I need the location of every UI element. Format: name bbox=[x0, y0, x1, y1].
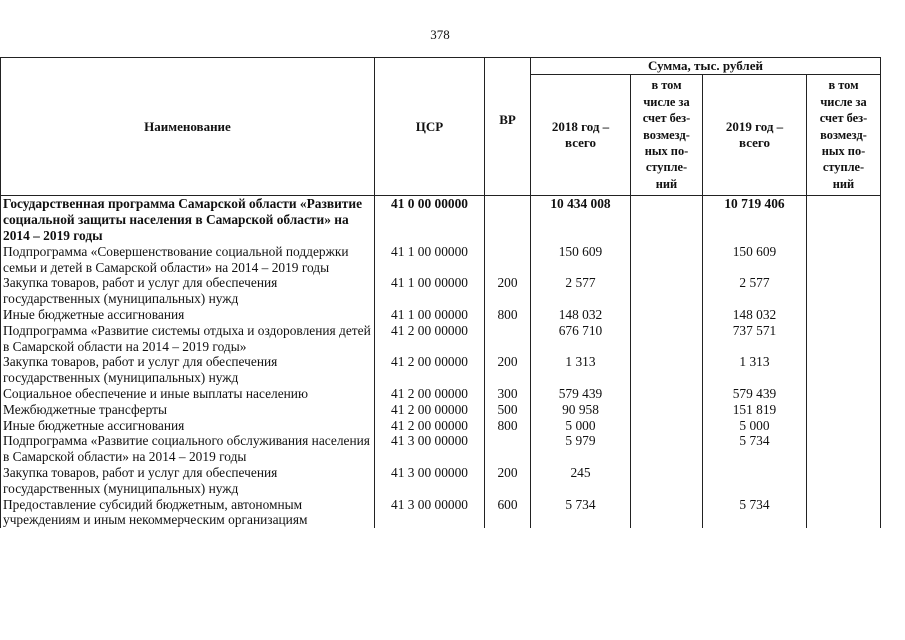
row-2018-total: 148 032 bbox=[531, 307, 631, 323]
row-csr: 41 3 00 00000 bbox=[375, 465, 485, 497]
header-2019-free: в том числе за счет без- возмезд- ных по- ступле- ний bbox=[807, 75, 881, 196]
row-2018-total: 5 000 bbox=[531, 418, 631, 434]
row-2018-free bbox=[631, 497, 703, 529]
row-2018-total: 1 313 bbox=[531, 354, 631, 386]
table-row bbox=[1, 497, 881, 529]
row-2018-free bbox=[631, 433, 703, 465]
row-2019-total: 148 032 bbox=[703, 307, 807, 323]
row-name: Социальное обеспечение и иные выплаты населению bbox=[1, 386, 375, 402]
row-csr: 41 3 00 00000 bbox=[375, 497, 485, 529]
table-row bbox=[1, 418, 881, 434]
table-row bbox=[1, 307, 881, 323]
row-2018-free bbox=[631, 244, 703, 276]
row-vr: 200 bbox=[485, 465, 531, 497]
row-csr: 41 1 00 00000 bbox=[375, 275, 485, 307]
header-name: Наименование bbox=[1, 58, 375, 196]
table-header bbox=[1, 58, 881, 196]
page-number: 378 bbox=[430, 27, 450, 42]
row-vr: 200 bbox=[485, 275, 531, 307]
row-vr bbox=[485, 244, 531, 276]
row-vr: 800 bbox=[485, 418, 531, 434]
row-2019-free bbox=[807, 307, 881, 323]
row-2019-total: 5 000 bbox=[703, 418, 807, 434]
row-vr bbox=[485, 323, 531, 355]
header-2019-total: 2019 год – всего bbox=[703, 75, 807, 196]
header-2018-total: 2018 год – всего bbox=[531, 75, 631, 196]
row-2018-total: 579 439 bbox=[531, 386, 631, 402]
row-2018-free bbox=[631, 196, 703, 244]
row-csr: 41 1 00 00000 bbox=[375, 244, 485, 276]
row-2018-total: 676 710 bbox=[531, 323, 631, 355]
row-vr bbox=[485, 196, 531, 244]
row-name: Закупка товаров, работ и услуг для обеспечения государственных (муниципальных) нужд bbox=[1, 275, 375, 307]
row-name: Иные бюджетные ассигнования bbox=[1, 307, 375, 323]
row-2019-total: 5 734 bbox=[703, 497, 807, 529]
row-2019-total: 150 609 bbox=[703, 244, 807, 276]
row-csr: 41 1 00 00000 bbox=[375, 307, 485, 323]
row-2019-free bbox=[807, 323, 881, 355]
table-row bbox=[1, 402, 881, 418]
row-2018-free bbox=[631, 465, 703, 497]
row-2019-free bbox=[807, 244, 881, 276]
row-2019-total: 579 439 bbox=[703, 386, 807, 402]
row-2019-free bbox=[807, 354, 881, 386]
row-2018-free bbox=[631, 354, 703, 386]
row-2018-total: 90 958 bbox=[531, 402, 631, 418]
row-2019-total: 2 577 bbox=[703, 275, 807, 307]
row-name: Иные бюджетные ассигнования bbox=[1, 418, 375, 434]
row-2018-total: 2 577 bbox=[531, 275, 631, 307]
row-name: Межбюджетные трансферты bbox=[1, 402, 375, 418]
row-2019-free bbox=[807, 402, 881, 418]
row-2019-total: 5 734 bbox=[703, 433, 807, 465]
table-body bbox=[1, 196, 881, 528]
table-row bbox=[1, 323, 881, 355]
row-name: Предоставление субсидий бюджетным, автономным учреждениям и иным некоммерческим организациям bbox=[1, 497, 375, 529]
row-name: Подпрограмма «Развитие социального обслуживания населения в Самарской области» на 2014 – 2019 годы bbox=[1, 433, 375, 465]
row-2018-total: 5 734 bbox=[531, 497, 631, 529]
table-row bbox=[1, 465, 881, 497]
row-2019-total: 737 571 bbox=[703, 323, 807, 355]
row-2019-free bbox=[807, 497, 881, 529]
row-vr: 300 bbox=[485, 386, 531, 402]
header-2018-free: в том числе за счет без- возмезд- ных по- ступле- ний bbox=[631, 75, 703, 196]
row-2018-free bbox=[631, 418, 703, 434]
row-vr: 600 bbox=[485, 497, 531, 529]
row-vr: 800 bbox=[485, 307, 531, 323]
row-2018-free bbox=[631, 275, 703, 307]
row-csr: 41 0 00 00000 bbox=[375, 196, 485, 244]
row-name: Подпрограмма «Совершенствование социальной поддержки семьи и детей в Самарской области» на 2014 – 2019 годы bbox=[1, 244, 375, 276]
header-csr: ЦСР bbox=[375, 58, 485, 196]
row-vr bbox=[485, 433, 531, 465]
row-2018-free bbox=[631, 402, 703, 418]
row-2019-total bbox=[703, 465, 807, 497]
row-2018-total: 150 609 bbox=[531, 244, 631, 276]
row-2019-total: 151 819 bbox=[703, 402, 807, 418]
row-2018-total: 10 434 008 bbox=[531, 196, 631, 244]
row-2019-free bbox=[807, 418, 881, 434]
table-row bbox=[1, 354, 881, 386]
table-row bbox=[1, 244, 881, 276]
table-row bbox=[1, 275, 881, 307]
row-2019-total: 10 719 406 bbox=[703, 196, 807, 244]
row-name: Закупка товаров, работ и услуг для обеспечения государственных (муниципальных) нужд bbox=[1, 354, 375, 386]
row-2019-free bbox=[807, 433, 881, 465]
row-name: Государственная программа Самарской области «Развитие социальной защиты населения в Самарской области» на 2014 – 2019 годы bbox=[1, 196, 375, 244]
row-name: Закупка товаров, работ и услуг для обеспечения государственных (муниципальных) нужд bbox=[1, 465, 375, 497]
row-2019-free bbox=[807, 386, 881, 402]
row-vr: 200 bbox=[485, 354, 531, 386]
row-2018-total: 5 979 bbox=[531, 433, 631, 465]
row-csr: 41 2 00 00000 bbox=[375, 386, 485, 402]
row-2018-total: 245 bbox=[531, 465, 631, 497]
row-2019-total: 1 313 bbox=[703, 354, 807, 386]
table-row bbox=[1, 386, 881, 402]
row-csr: 41 2 00 00000 bbox=[375, 402, 485, 418]
table-row bbox=[1, 433, 881, 465]
row-2018-free bbox=[631, 307, 703, 323]
row-2019-free bbox=[807, 196, 881, 244]
header-sum-group: Сумма, тыс. рублей bbox=[531, 58, 881, 75]
row-csr: 41 2 00 00000 bbox=[375, 354, 485, 386]
header-vr: ВР bbox=[485, 58, 531, 196]
budget-table bbox=[0, 57, 881, 528]
row-csr: 41 3 00 00000 bbox=[375, 433, 485, 465]
row-2019-free bbox=[807, 275, 881, 307]
row-2018-free bbox=[631, 323, 703, 355]
table-row bbox=[1, 196, 881, 244]
row-2019-free bbox=[807, 465, 881, 497]
row-csr: 41 2 00 00000 bbox=[375, 323, 485, 355]
row-vr: 500 bbox=[485, 402, 531, 418]
row-2018-free bbox=[631, 386, 703, 402]
row-name: Подпрограмма «Развитие системы отдыха и оздоровления детей в Самарской области на 2014 – 2019 годы» bbox=[1, 323, 375, 355]
row-csr: 41 2 00 00000 bbox=[375, 418, 485, 434]
